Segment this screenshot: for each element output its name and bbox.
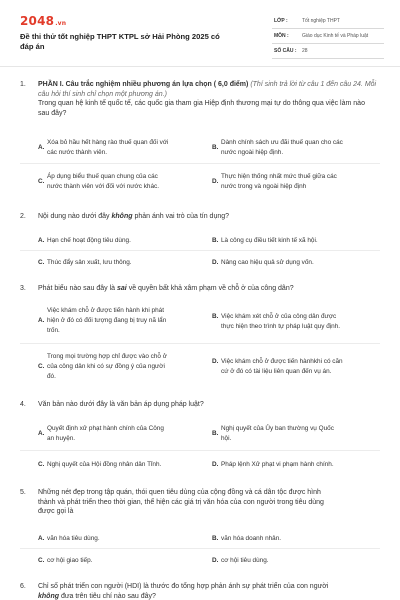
question-text: Văn bản nào dưới đây là văn bản áp dụng pháp luật? [38,401,204,408]
option-letter: C. [38,363,45,370]
question-number: 5. [20,489,26,496]
document-info-table [272,14,384,59]
question-text [38,80,378,118]
option-letter: A. [38,144,45,151]
option-text: Thực hiện thống nhất mức thuế giữa các [221,173,337,180]
option-text: nước thành viên với đối với nước khác. [47,183,159,190]
option-text: cứ ở đó có tài liệu liên quan đến vụ án. [221,368,332,375]
question-text [38,284,378,294]
option-text: Việc khám chỗ ở được tiến hànhkhi có căn [221,358,343,365]
option-text: Nghị quyết của Hội đồng nhân dân Tỉnh. [47,461,162,468]
option-text: Nâng cao hiệu quả sử dụng vốn. [221,259,314,266]
stem-part: về quyền bất khả xâm phạm về chỗ ở của công dân? [126,285,294,292]
option-text: Việc khám xét chỗ ở của công dân được [221,313,337,320]
option-text: hội. [221,435,232,442]
option-letter: A. [38,237,45,244]
option-text: Nghị quyết của Ủy ban thường vụ Quốc [221,425,334,432]
logo-text: 2048 [20,14,55,28]
option-text: Áp dụng biểu thuế quan chung của các [47,173,158,180]
option-letter: D. [212,178,219,185]
stem-emphasis: không [38,592,59,600]
question-text [38,212,378,222]
option-text: Pháp lệnh Xử phạt vi phạm hành chính. [221,461,334,468]
info-key: MÔN : [274,33,289,39]
question-stem: Trong quan hệ kinh tế quốc tế, các quốc gia tham gia Hiệp định thương mại tự do thông qua việc làm nào sau đây? [38,100,365,117]
option-separator [20,163,380,164]
option-text: đó. [47,373,56,380]
stem-emphasis: không [111,213,133,220]
part-note: (Thí sinh trả lời từ câu 1 đến câu 24. Mỗi câu hỏi thí sinh chỉ chọn một phương án.) [38,81,377,98]
stem-line: Chỉ số phát triển con người (HDI) là thước đo tổng hợp phản ánh sự phát triển của con người [38,583,329,590]
site-logo[interactable] [20,14,66,28]
option-letter: D. [212,461,219,468]
option-letter: C. [38,557,45,564]
stem-part: đưa trên tiêu chí nào sau đây? [59,592,156,600]
header-divider [0,66,400,67]
option-letter: C. [38,178,45,185]
option-text: Là công cụ điều tiết kinh tế xã hội. [221,237,318,244]
info-value: Tốt nghiệp THPT [302,18,340,24]
info-key: LỚP : [274,18,288,24]
info-row-subject [272,29,384,44]
option-text: hiện ở đó có đối tượng đang bị truy nã lẩn [47,317,167,324]
option-separator [20,548,380,549]
option-letter: A. [38,317,45,324]
question-number: 4. [20,401,26,408]
stem-emphasis: sai [117,285,127,292]
document-header [20,14,380,64]
option-letter: C. [38,461,45,468]
option-text: Trong mọi trường hợp chỉ được vào chỗ ở [47,353,167,360]
question-text [38,582,378,600]
option-letter: A. [38,535,45,542]
option-text: nước trong và ngoài hiệp định [221,183,307,190]
option-text: của công dân khi có sự đồng ý của người [47,363,165,370]
info-value: Giáo dục Kinh tế và Pháp luật [302,33,369,39]
option-letter: B. [212,144,219,151]
stem-part: Phát biểu nào sau đây là [38,285,118,292]
option-text: các nước thành viên. [47,149,107,156]
option-text: văn hóa doanh nhân. [221,535,282,542]
option-letter: D. [212,557,219,564]
option-letter: B. [212,430,219,437]
option-text: Xóa bỏ hầu hết hàng rào thuế quan đối với [47,139,169,146]
option-text: trốn. [47,327,60,334]
option-separator [20,343,380,344]
question-number: 6. [20,583,26,590]
document-title: Đề thi thử tốt nghiệp THPT KTPL sở Hải Phòng 2025 có đáp án [20,32,220,51]
option-letter: B. [212,237,219,244]
option-letter: B. [212,535,219,542]
option-separator [20,250,380,251]
info-row-class [272,14,384,29]
stem-line: thành và phát triển theo thời gian, thể hiện các giá trị văn hóa của con người trong tiêu dùng [38,498,324,506]
info-row-count [272,44,384,59]
option-separator [20,450,380,451]
stem-line: được gọi là [38,508,74,516]
question-number: 2. [20,213,26,220]
option-text: cơ hội tiêu dùng. [221,557,269,564]
option-letter: D. [212,358,219,365]
option-text: văn hóa tiêu dùng. [47,535,100,542]
option-text: Việc khám chỗ ở được tiến hành khi phát [47,307,164,314]
part-heading: PHẦN I. Câu trắc nghiệm nhiều phương án lựa chọn ( 6,0 điểm) [38,81,249,88]
question-text [38,488,378,517]
stem-line: Những nét đẹp trong tập quán, thói quen tiêu dùng của cộng đồng và cá dân tộc được hình [38,489,321,496]
info-key: SỐ CÂU : [274,48,297,54]
option-text: Quyết định xử phạt hành chính của Công [47,425,164,432]
option-letter: A. [38,430,45,437]
option-letter: B. [212,313,219,320]
option-text: Hạn chế hoạt động tiêu dùng. [47,237,131,244]
question-number: 1. [20,81,26,88]
stem-part: phản ánh vai trò của tín dụng? [132,213,230,220]
stem-part: Nội dung nào dưới đây [38,213,112,220]
option-text: an huyện. [47,435,76,442]
question-number: 3. [20,285,26,292]
option-text: nước ngoài hiệp định. [221,149,284,156]
option-text: Dành chính sách ưu đãi thuế quan cho các [221,139,343,146]
option-text: thực hiện theo trình tự pháp luật quy định. [221,323,341,330]
option-letter: C. [38,259,45,266]
logo-suffix: .vn [55,20,67,27]
option-letter: D. [212,259,219,266]
info-value: 28 [302,48,308,54]
option-text: Thúc đẩy sản xuất, lưu thông. [47,259,132,266]
option-text: cơ hội giao tiếp. [47,557,93,564]
